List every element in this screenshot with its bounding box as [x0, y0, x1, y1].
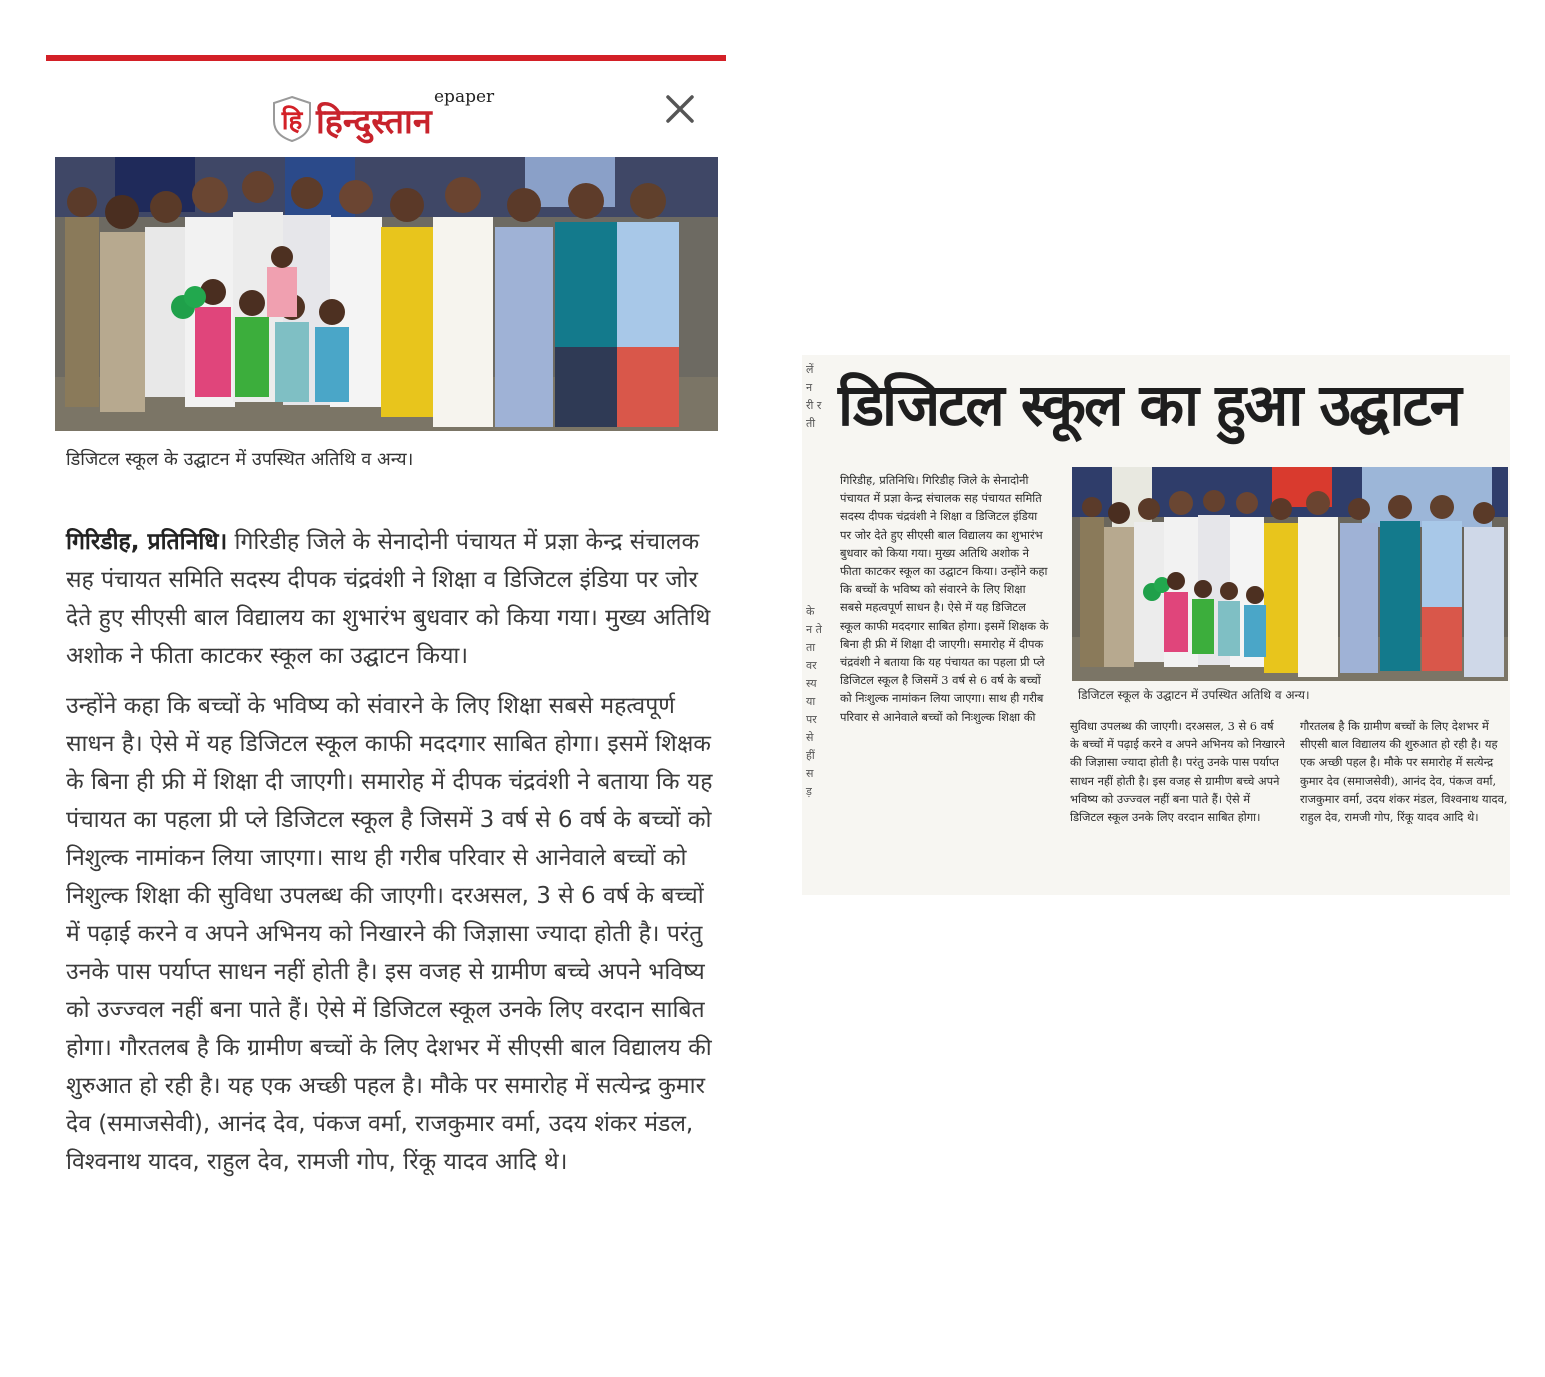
article-paragraph-2: उन्होंने कहा कि बच्चों के भविष्य को संवारने के लिए शिक्षा सबसे महत्वपूर्ण साधन है। ऐसे में यह डिजिटल स्कूल काफी मददगार साबित होगा। इसमें शिक्षक के बिना ही फ्री में शिक्षा दी जाएगी। समारोह में दीपक चंद्रवंशी ने बताया कि यह पंचायत का पहला प्री प्ले डिजिटल स्कूल है जिसमें 3 वर्ष से 6 वर्ष के बच्चों को निशुल्क नामांकन लिया जाएगा। साथ ही गरीब परिवार से आनेवाले बच्चों को निशुल्क शिक्षा की सुविधा उपलब्ध की जाएगी। दरअसल, 3 से 6 वर्ष के बच्चों में पढ़ाई करने व अपने अभिनय को निखारने की जिज्ञासा ज्यादा होती है। परंतु उनके पास पर्याप्त साधन नहीं होती है। इस वजह से ग्रामीण बच्चे अपने भविष्य को उज्ज्वल नहीं बना पाते हैं। ऐसे में डिजिटल स्कूल उनके लिए वरदान साबित होगा। गौरतलब है कि ग्रामीण बच्चों के लिए देशभर में सीएसी बाल विद्यालय की शुरुआत हो रही है। यह एक अच्छी पहल है। मौके पर समारोह में सत्येन्द्र कुमार देव (समाजसेवी), आनंद देव, पंकज वर्मा, राजकुमार वर्मा, उदय शंकर मंडल, विश्वनाथ यादव, राहुल देव, रामजी गोप, रिंकू यादव आदि थे। — [66, 693, 713, 1175]
inauguration-group-photo — [55, 157, 718, 431]
svg-text:हि: हि — [281, 106, 303, 136]
clipping-headline: डिजिटल स्कूल का हुआ उद्घाटन — [838, 371, 1460, 439]
article-paragraph-1 — [66, 523, 716, 675]
clipping-column-2: सुविधा उपलब्ध की जाएगी। दरअसल, 3 से 6 वर्ष के बच्चों में पढ़ाई करने व अपने अभिनय को निखारने की जिज्ञासा ज्यादा होती है। परंतु उनके पास पर्याप्त साधन नहीं होती है। इस वजह से ग्रामीण बच्चे अपने भविष्य को उज्ज्वल नहीं बना पाते हैं। ऐसे में डिजिटल स्कूल उनके लिए वरदान साबित होगा। — [1070, 719, 1285, 825]
article-body — [66, 523, 716, 1193]
clipping-edge-text-bottom: के न ते ता वर स्य या पर से हीं स ड़ — [806, 605, 822, 798]
newspaper-clipping — [802, 355, 1510, 895]
logo-wordmark: हिन्दुस्तान — [316, 102, 432, 142]
article-paragraph-1-text: गिरिडीह जिले के सेनादोनी पंचायत में प्रज्ञा केन्द्र संचालक सह पंचायत समिति सदस्य दीपक चंद्रवंशी ने शिक्षा व डिजिटल इंडिया पर जोर देते हुए सीएसी बाल विद्यालय का शुभारंभ बुधवार को किया गया। मुख्य अतिथि अशोक ने फीता काटकर स्कूल का उद्घाटन किया। — [66, 529, 711, 669]
epaper-article-panel — [46, 55, 726, 1355]
clipping-photo — [1072, 467, 1508, 681]
hindustan-emblem-icon — [272, 95, 312, 143]
clipping-edge-text-top: लें न री र ती — [806, 363, 822, 430]
close-icon[interactable] — [656, 85, 704, 133]
hindustan-logo[interactable] — [272, 87, 502, 151]
clipping-column-3: गौरतलब है कि ग्रामीण बच्चों के लिए देशभर में सीएसी बाल विद्यालय की शुरुआत हो रही है। यह एक अच्छी पहल है। मौके पर समारोह में सत्येन्द्र कुमार देव (समाजसेवी), आनंद देव, पंकज वर्मा, राजकुमार वर्मा, उदय शंकर मंडल, विश्वनाथ यादव, राहुल देव, रामजी गोप, रिंकू यादव आदि थे। — [1300, 719, 1508, 825]
photo-caption: डिजिटल स्कूल के उद्घाटन में उपस्थित अतिथि व अन्य। — [66, 449, 414, 470]
epaper-header — [46, 61, 726, 157]
article-dateline: गिरिडीह, प्रतिनिधि। — [66, 529, 228, 555]
clipping-photo-caption: डिजिटल स्कूल के उद्घाटन में उपस्थित अतिथि व अन्य। — [1078, 688, 1310, 702]
clipping-column-1: गिरिडीह, प्रतिनिधि। गिरिडीह जिले के सेनादोनी पंचायत में प्रज्ञा केन्द्र संचालक सह पंचायत समिति सदस्य दीपक चंद्रवंशी ने शिक्षा व डिजिटल इंडिया पर जोर देते हुए सीएसी बाल विद्यालय का शुभारंभ बुधवार को किया गया। मुख्य अतिथि अशोक ने फीता काटकर स्कूल का उद्घाटन किया। उन्होंने कहा कि बच्चों के भविष्य को संवारने के लिए शिक्षा सबसे महत्वपूर्ण साधन है। ऐसे में यह डिजिटल स्कूल काफी मददगार साबित होगा। इसमें शिक्षक के बिना ही फ्री में शिक्षा दी जाएगी। समारोह में दीपक चंद्रवंशी ने बताया कि यह पंचायत का पहला प्री प्ले डिजिटल स्कूल है जिसमें 3 वर्ष से 6 वर्ष के बच्चों को निःशुल्क नामांकन लिया जाएगा। साथ ही गरीब परिवार से आनेवाले बच्चों को निःशुल्क शिक्षा की — [840, 473, 1049, 724]
logo-epaper-label: epaper — [434, 87, 495, 107]
